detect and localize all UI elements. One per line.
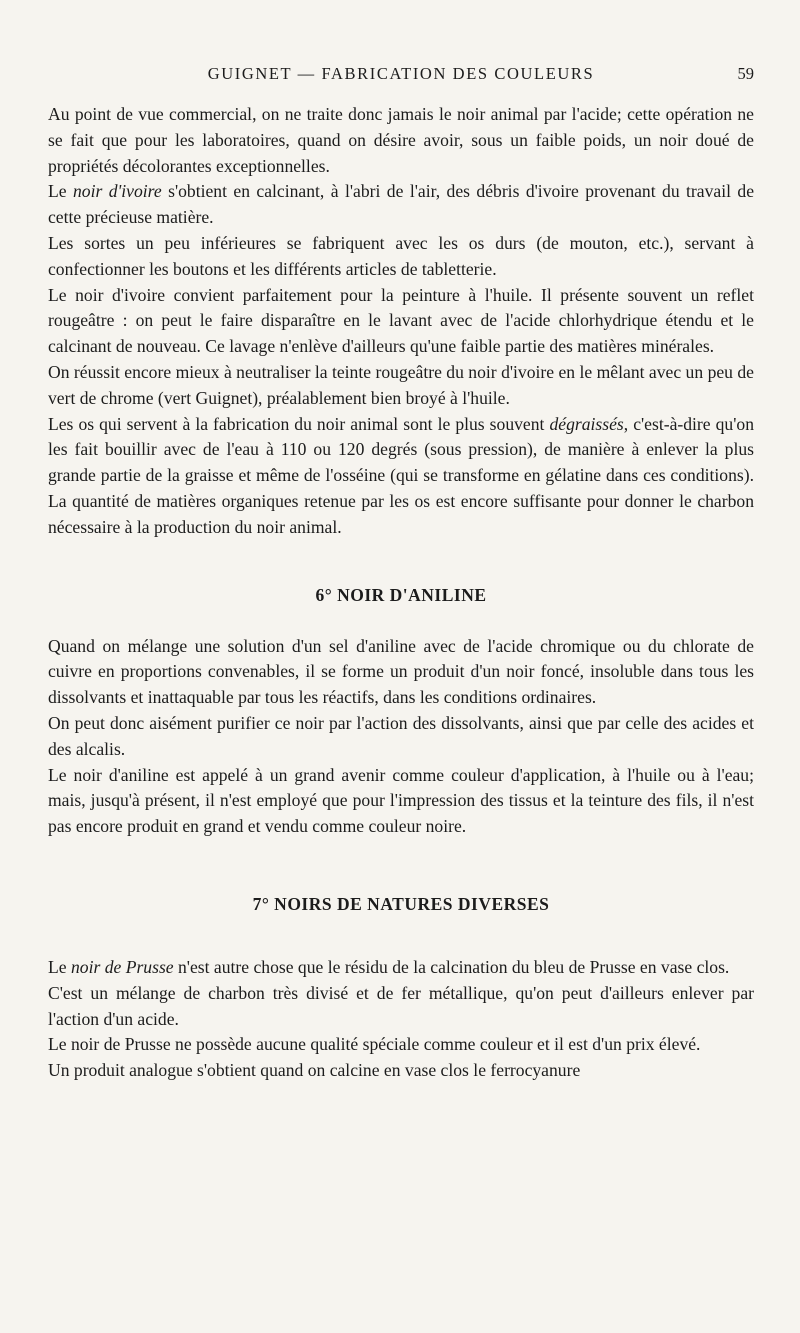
paragraph: Un produit analogue s'obtient quand on calcine en vase clos le ferrocyanure (48, 1060, 581, 1081)
book-page (48, 60, 754, 1084)
emphasis-term: noir d'ivoire (72, 181, 162, 202)
paragraph: Les os qui servent à la fabrication du noir animal sont le plus souvent dégraissés, c'est-à-dire qu'on les fait bouillir avec de l'eau à 110 ou 120 degrés (sous pression), de manière à enlever la plus grande partie de la graisse et même de l'osséine (qui se transforme en gélatine dans ces conditions). La quantité de matières organiques retenue par les os est encore suffisante pour donner le charbon nécessaire à la production du noir animal. (48, 413, 754, 537)
paragraph: Le noir d'ivoire convient parfaitement pour la peinture à l'huile. Il présente souvent un reflet rougeâtre : on peut le faire disparaître en le lavant avec de l'acide chlorhydrique étendu et le calcinant de nouveau. Ce lavage n'enlève d'ailleurs qu'une faible partie des matières minérales. (48, 284, 754, 357)
section-heading-noir-aniline: 6° NOIR D'ANILINE (315, 584, 487, 605)
paragraph: Le noir de Prusse n'est autre chose que le résidu de la calcination du bleu de Prusse en vase clos. (48, 956, 730, 977)
paragraph: Le noir d'ivoire s'obtient en calcinant, à l'abri de l'air, des débris d'ivoire provenant du travail de cette précieuse matière. (48, 181, 755, 228)
paragraph: Le noir de Prusse ne possède aucune qualité spéciale comme couleur et il est d'un prix élevé. (48, 1034, 701, 1055)
paragraph: On peut donc aisément purifier ce noir par l'action des dissolvants, ainsi que par celle des acides et des alcalis. (48, 712, 754, 759)
section-heading-noirs-natures-diverses: 7° NOIRS DE NATURES DIVERSES (252, 893, 550, 914)
emphasis-term: noir de Prusse (70, 956, 174, 977)
page-number: 59 (737, 64, 754, 83)
paragraph: Les sortes un peu inférieures se fabriquent avec les os durs (de mouton, etc.), servant à confectionner les boutons et les différents articles de tabletterie. (48, 232, 754, 279)
paragraph: Au point de vue commercial, on ne traite donc jamais le noir animal par l'acide; cette opération ne se fait que pour les laboratoires, quand on désire avoir, sous un faible poids, un noir doué de propriétés décolorantes exceptionnelles. (48, 104, 754, 176)
running-title: GUIGNET — FABRICATION DES COULEURS (207, 64, 595, 83)
paragraph: Le noir d'aniline est appelé à un grand avenir comme couleur d'application, à l'huile ou à l'eau; mais, jusqu'à présent, il n'est employé que pour l'impression des tissus et la teinture des fils, il n'est pas encore produit en grand et vendu comme couleur noire. (48, 764, 754, 837)
emphasis-term: dégraissés (549, 413, 624, 434)
paragraph: On réussit encore mieux à neutraliser la teinte rougeâtre du noir d'ivoire en le mêlant avec un peu de vert de chrome (vert Guignet), préalablement bien broyé à l'huile. (48, 361, 754, 408)
paragraph: C'est un mélange de charbon très divisé et de fer métallique, qu'on peut d'ailleurs enlever par l'action d'un acide. (48, 982, 754, 1029)
paragraph: Quand on mélange une solution d'un sel d'aniline avec de l'acide chromique ou du chlorate de cuivre en proportions convenables, il se forme un produit d'un noir foncé, insoluble dans tous les dissolvants et inattaquable par tous les réactifs, dans les conditions ordinaires. (48, 635, 754, 708)
running-head (48, 60, 754, 90)
